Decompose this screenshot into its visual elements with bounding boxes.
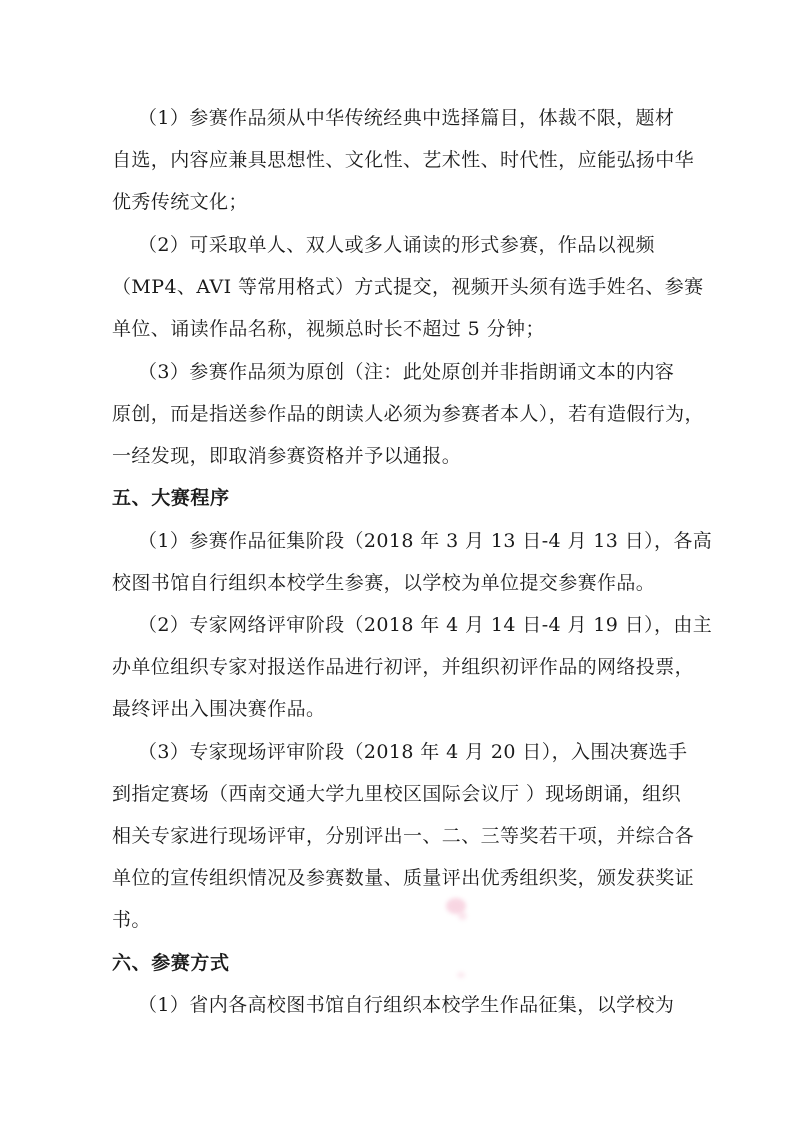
- text-line: 自选，内容应兼具思想性、文化性、艺术性、时代性，应能弘扬中华: [112, 149, 695, 171]
- section-heading: 六、参赛方式: [112, 952, 230, 974]
- text-line: 校图书馆自行组织本校学生参赛，以学校为单位提交参赛作品。: [112, 572, 656, 594]
- section-heading: 五、大赛程序: [112, 487, 230, 509]
- text-line: 到指定赛场（西南交通大学九里校区国际会议厅 ）现场朗诵，组织: [112, 783, 682, 805]
- ink-smudge: [457, 972, 465, 978]
- text-line: （1）省内各高校图书馆自行组织本校学生作品征集，以学校为: [138, 994, 675, 1016]
- text-line: 优秀传统文化；: [112, 191, 248, 213]
- text-line: 书。: [112, 909, 151, 931]
- text-line: （2）可采取单人、双人或多人诵读的形式参赛，作品以视频: [138, 234, 655, 256]
- text-line: （3）专家现场评审阶段（2018 年 4 月 20 日），入围决赛选手: [138, 741, 688, 763]
- ink-smudge: [458, 912, 467, 920]
- text-line: 办单位组织专家对报送作品进行初评，并组织初评作品的网络投票，: [112, 656, 695, 678]
- text-line: 原创，而是指送参作品的朗读人必须为参赛者本人），若有造假行为，: [112, 403, 704, 425]
- text-line: 单位的宣传组织情况及参赛数量、质量评出优秀组织奖，颁发获奖证: [112, 867, 695, 889]
- text-line: （3）参赛作品须为原创（注：此处原创并非指朗诵文本的内容: [138, 361, 675, 383]
- text-line: （1）参赛作品须从中华传统经典中选择篇目，体裁不限，题材: [138, 107, 675, 129]
- text-line: （1）参赛作品征集阶段（2018 年 3 月 13 日-4 月 13 日），各高: [138, 530, 713, 552]
- text-line: 相关专家进行现场评审，分别评出一、二、三等奖若干项，并综合各: [112, 825, 695, 847]
- text-line: 最终评出入围决赛作品。: [112, 698, 326, 720]
- text-line: （MP4、AVI 等常用格式）方式提交，视频开头须有选手姓名、参赛: [112, 276, 704, 298]
- text-line: 单位、诵读作品名称，视频总时长不超过 5 分钟；: [112, 318, 545, 340]
- text-line: （2）专家网络评审阶段（2018 年 4 月 14 日-4 月 19 日），由主: [138, 614, 713, 636]
- text-line: 一经发现，即取消参赛资格并予以通报。: [112, 445, 462, 467]
